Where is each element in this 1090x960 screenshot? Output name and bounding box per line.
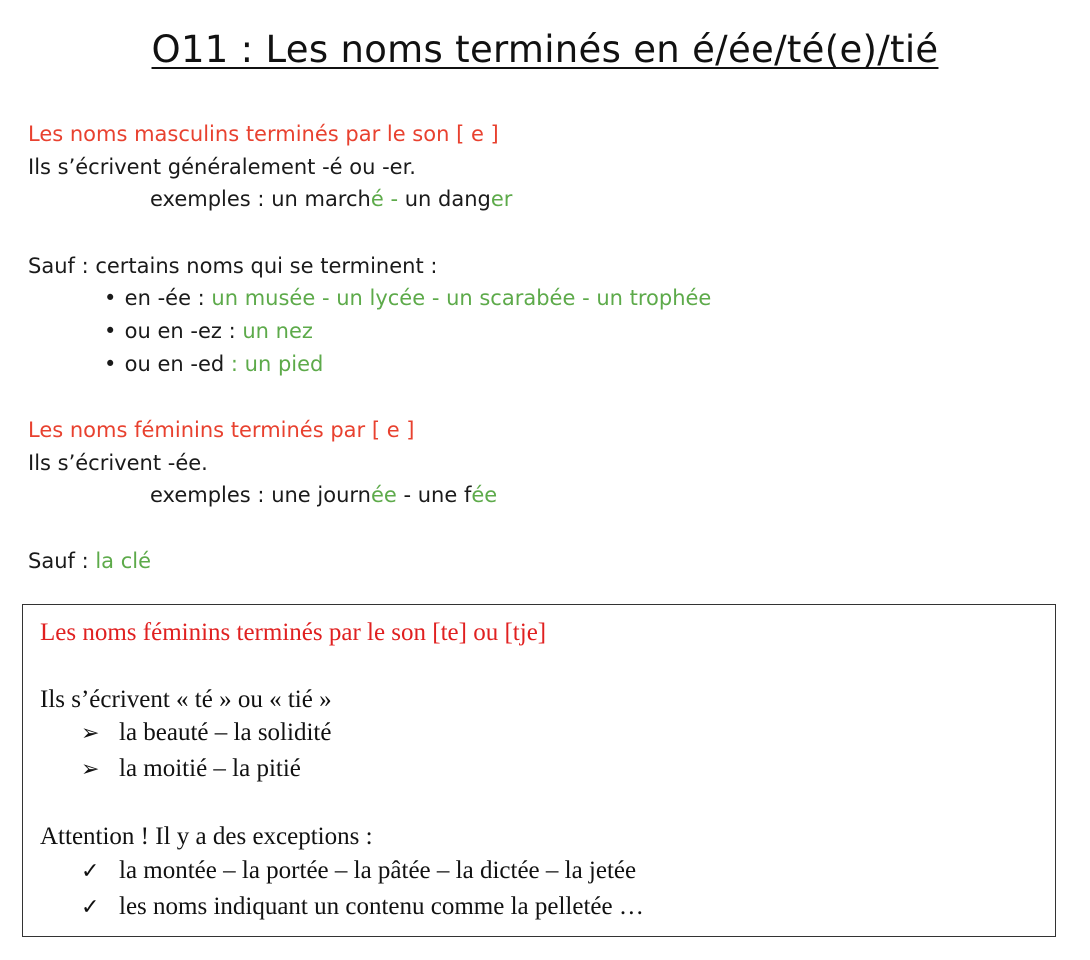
rule-box (22, 604, 1056, 937)
example-word: un marché (271, 187, 384, 211)
box-arrow-item: ➢ la moitié – la pitié (81, 755, 301, 782)
check-icon: ✓ (81, 858, 100, 883)
example-ending: er (490, 187, 513, 211)
example-ending: é (370, 187, 384, 211)
example-separator: - (396, 483, 418, 507)
example-word: un danger (404, 187, 513, 211)
exception-words: un musée - un lycée - un scarabée - un trophée (204, 286, 712, 310)
arrow-icon: ➢ (81, 756, 100, 781)
box-rule: Ils s’écrivent « té » ou « tié » (40, 686, 332, 713)
page-title: O11 : Les noms terminés en é/ée/té(e)/tié (151, 28, 939, 71)
check-icon: ✓ (81, 894, 100, 919)
bullet-icon: • (104, 319, 117, 343)
example-word: une journée (271, 483, 397, 507)
exception-item: • ou en -ez : un nez (104, 319, 313, 343)
example-word: une fée (417, 483, 498, 507)
sauf-label: Sauf (28, 254, 75, 278)
masculine-examples (150, 187, 512, 211)
example-separator: - (383, 187, 405, 211)
masculine-heading: Les noms masculins terminés par le son [ e ] (28, 122, 499, 146)
exception-words: la clé (95, 549, 152, 573)
sauf-label: Sauf (28, 549, 75, 573)
arrow-icon: ➢ (81, 720, 100, 745)
feminine-examples (150, 483, 497, 507)
example-ending: ée (370, 483, 397, 507)
example-label: exemples : (150, 187, 265, 211)
masculine-rule: Ils s’écrivent généralement -é ou -er. (28, 155, 416, 179)
feminine-rule: Ils s’écrivent -ée. (28, 451, 208, 475)
box-check-item: ✓ la montée – la portée – la pâtée – la dictée – la jetée (81, 857, 637, 884)
box-heading: Les noms féminins terminés par le son [te] ou [tje] (40, 619, 547, 646)
box-check-item: ✓ les noms indiquant un contenu comme la pelletée … (81, 893, 644, 920)
feminine-exception: Sauf : la clé (28, 549, 152, 573)
exception-item: • en -ée : un musée - un lycée - un scarabée - un trophée (104, 286, 712, 310)
box-attention: Attention ! Il y a des exceptions : (40, 823, 373, 850)
bullet-icon: • (104, 286, 117, 310)
feminine-heading: Les noms féminins terminés par [ e ] (28, 418, 415, 442)
example-ending: ée (471, 483, 498, 507)
box-arrow-item: ➢ la beauté – la solidité (81, 719, 332, 746)
bullet-icon: • (104, 352, 117, 376)
exception-words: : un pied (224, 352, 324, 376)
exception-intro: Sauf : certains noms qui se terminent : (28, 254, 438, 278)
exception-item: • ou en -ed : un pied (104, 352, 324, 376)
exception-words: un nez (242, 319, 313, 343)
example-label: exemples : (150, 483, 265, 507)
